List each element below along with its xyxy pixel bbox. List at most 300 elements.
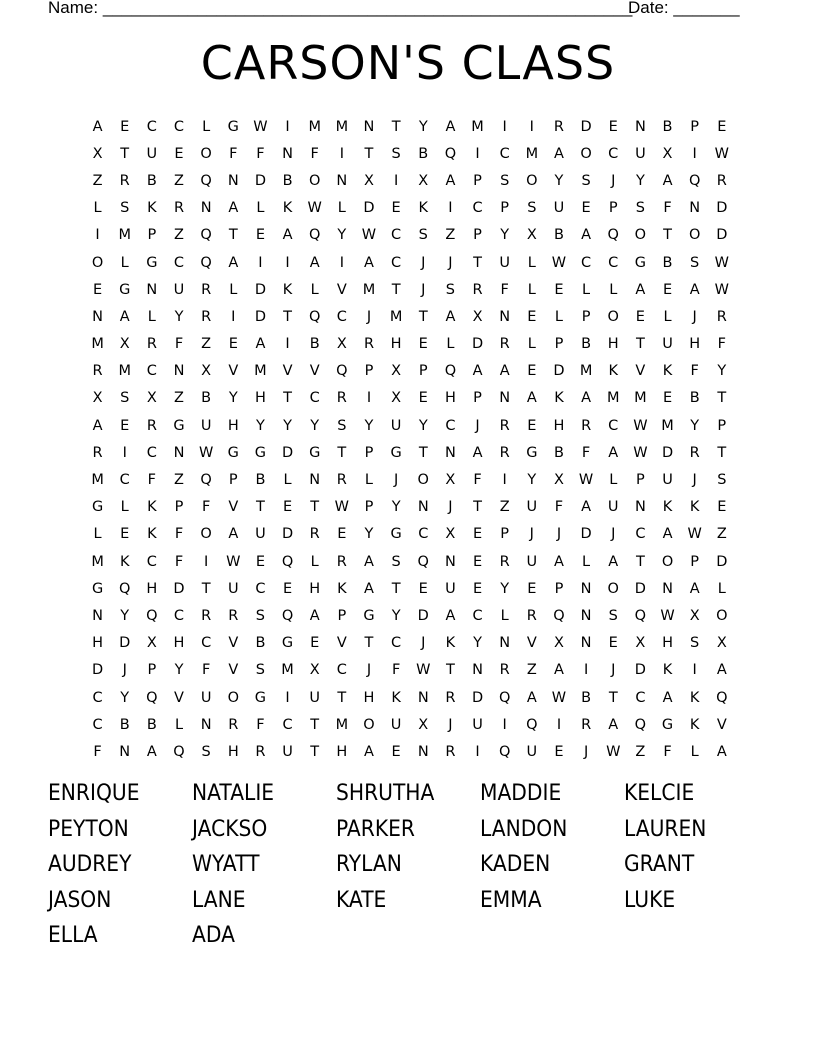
grid-letter: K [282,200,293,217]
grid-letter: X [418,172,429,189]
grid-row [84,548,735,575]
grid-letter: R [146,336,157,353]
grid-letter: C [92,716,103,733]
grid-letter: L [147,308,156,325]
grid-letter: T [663,227,672,244]
grid-letter: U [499,254,510,271]
grid-letter: A [581,390,592,407]
grid-letter: A [309,607,320,624]
grid-letter: I [475,743,480,760]
grid-letter: R [581,716,592,733]
grid-row [84,711,735,738]
grid-letter: L [527,281,536,298]
grid-letter: E [255,553,265,570]
grid-letter: T [418,444,428,461]
grid-letter: Y [690,417,700,434]
word-list-item: RYLAN [336,852,402,877]
grid-letter: F [256,716,265,733]
grid-letter: Q [119,580,131,597]
grid-letter: U [173,281,185,298]
grid-letter: O [91,254,104,271]
grid-letter: K [147,200,157,217]
grid-letter: D [580,118,592,135]
grid-letter: X [472,308,483,325]
grid-letter: E [635,308,645,325]
grid-letter: L [554,308,563,325]
grid-letter: L [582,281,591,298]
grid-letter: W [198,444,214,461]
grid-row [84,521,735,548]
grid-letter: T [283,308,292,325]
grid-letter: R [499,417,510,434]
grid-letter: D [254,172,266,189]
grid-letter: P [717,417,727,434]
grid-letter: C [336,308,347,325]
grid-letter: J [583,743,589,760]
grid-letter: Q [200,172,212,189]
grid-letter: Z [201,336,212,353]
grid-letter: S [608,607,618,624]
grid-letter: T [120,145,130,162]
grid-letter: A [228,254,239,271]
grid-letter: R [445,743,456,760]
grid-letter: M [335,716,349,733]
grid-letter: A [364,743,374,760]
grid-letter: X [92,390,103,407]
grid-letter: O [200,526,212,543]
grid-row [84,684,735,711]
grid-letter: R [336,390,347,407]
grid-letter: A [689,281,700,298]
grid-letter: U [607,499,619,516]
grid-letter: R [173,200,185,217]
word-list-item: JACKSO [192,816,268,842]
grid-letter: W [633,417,648,434]
grid-letter: U [662,472,673,489]
grid-letter: E [418,580,428,597]
grid-letter: W [714,145,729,162]
grid-letter: U [526,553,538,570]
grid-letter: E [228,336,238,353]
grid-letter: J [393,472,399,489]
grid-letter: R [309,526,320,543]
grid-row [84,222,735,249]
grid-letter: R [716,308,727,325]
grid-letter: E [662,390,673,407]
grid-letter: T [364,635,374,652]
grid-row [84,494,735,521]
grid-letter: I [122,444,127,461]
grid-letter: T [255,499,265,516]
grid-letter: Q [498,689,511,706]
grid-letter: G [526,444,538,461]
grid-letter: R [689,444,700,461]
grid-letter: O [308,172,321,189]
grid-letter: A [608,444,619,461]
page-title: CARSON'S CLASS [200,36,616,90]
grid-letter: M [335,118,349,135]
grid-letter: T [717,444,727,461]
grid-letter: G [634,254,646,271]
grid-letter: J [611,172,616,189]
grid-letter: B [553,227,564,244]
grid-letter: Y [500,580,510,597]
grid-letter: Y [364,526,374,543]
grid-letter: S [581,172,591,189]
grid-letter: S [391,553,401,570]
grid-letter: C [92,689,103,706]
grid-letter: M [661,417,674,434]
grid-letter: V [228,635,239,652]
grid-letter: I [502,716,507,733]
grid-letter: K [689,499,700,516]
grid-letter: X [146,635,157,652]
grid-letter: L [582,553,591,570]
grid-letter: G [309,444,321,461]
grid-letter: T [635,336,645,353]
grid-letter: L [283,472,292,489]
grid-letter: E [391,200,401,217]
grid-letter: N [499,390,511,407]
word-list-item: MADDIE [480,781,562,806]
grid-letter: A [662,689,673,706]
grid-letter: E [527,308,537,325]
grid-letter: Q [716,689,728,706]
grid-letter: A [364,553,374,570]
grid-row [84,249,735,276]
grid-letter: U [282,743,293,760]
grid-letter: Q [688,172,701,189]
grid-letter: B [662,254,673,271]
grid-letter: G [254,444,267,461]
grid-letter: R [472,281,483,298]
grid-letter: Q [444,363,457,380]
grid-letter: C [581,254,592,271]
grid-letter: R [581,417,592,434]
grid-row [84,630,735,657]
grid-letter: E [527,580,537,597]
grid-letter: Y [174,308,184,325]
grid-letter: G [227,444,239,461]
name-blank: ________________________________________________________ [102,0,633,17]
grid-letter: D [580,526,592,543]
grid-letter: K [337,580,347,597]
grid-letter: S [690,635,700,652]
grid-letter: J [421,281,426,298]
grid-letter: U [200,417,212,434]
grid-letter: F [201,662,211,679]
grid-letter: D [553,363,565,380]
word-list-item: GRANT [624,852,695,877]
grid-letter: D [634,580,646,597]
grid-letter: U [662,336,673,353]
grid-letter: H [363,689,375,706]
grid-letter: Y [554,172,564,189]
grid-letter: T [391,580,401,597]
grid-letter: R [92,444,103,461]
grid-letter: U [227,580,239,597]
grid-letter: O [607,580,619,597]
grid-letter: S [201,743,211,760]
grid-letter: X [364,172,374,189]
grid-letter: N [472,662,483,679]
grid-letter: A [119,308,130,325]
grid-letter: Y [174,662,184,679]
grid-letter: N [634,118,646,135]
date-blank: _______ [673,0,740,17]
grid-letter: D [254,308,266,325]
grid-letter: N [146,281,158,298]
grid-row [84,195,735,222]
grid-letter: Q [200,254,212,271]
grid-letter: J [448,716,453,733]
grid-letter: U [635,145,646,162]
grid-letter: B [662,118,673,135]
grid-letter: N [634,499,646,516]
grid-letter: E [174,145,184,162]
word-list-item: ELLA [48,923,98,948]
grid-letter: T [608,689,618,706]
grid-letter: G [390,526,402,543]
grid-letter: M [606,390,620,407]
grid-letter: J [475,417,480,434]
grid-letter: R [201,281,212,298]
word-list-item: NATALIE [192,781,275,806]
grid-letter: F [147,472,157,489]
grid-letter: F [174,553,184,570]
grid-letter: Z [92,172,103,189]
grid-letter: L [174,716,184,733]
grid-letter: D [471,336,484,353]
grid-letter: F [717,336,726,353]
grid-letter: P [228,472,238,489]
grid-letter: H [92,635,104,652]
grid-letter: Q [200,227,212,244]
grid-letter: D [254,281,266,298]
grid-letter: H [254,390,266,407]
grid-letter: S [391,145,401,162]
grid-letter: P [147,662,157,679]
grid-letter: K [445,635,456,652]
grid-letter: C [201,635,212,652]
grid-letter: A [608,553,619,570]
grid-letter: C [146,118,157,135]
grid-letter: T [717,390,727,407]
grid-letter: A [526,689,537,706]
grid-letter: P [418,363,428,380]
grid-letter: J [366,662,372,679]
grid-letter: Y [364,417,374,434]
grid-letter: M [118,227,131,244]
grid-letter: X [662,145,673,162]
grid-letter: U [526,499,538,516]
grid-letter: F [500,281,509,298]
grid-letter: R [336,553,347,570]
grid-letter: Q [146,689,158,706]
grid-letter: B [309,336,320,353]
grid-letter: E [662,281,673,298]
grid-letter: I [258,254,263,271]
grid-letter: E [608,635,618,652]
grid-letter: B [418,145,429,162]
grid-letter: X [119,336,130,353]
grid-letter: H [444,390,456,407]
grid-letter: K [391,689,401,706]
grid-letter: K [147,499,157,516]
grid-row [84,439,735,466]
grid-letter: A [472,363,483,380]
grid-letter: L [93,200,102,217]
grid-letter: K [689,689,700,706]
grid-letter: I [475,145,480,162]
word-list-item: KATE [336,887,387,913]
grid-letter: N [282,145,293,162]
grid-letter: E [472,580,483,597]
grid-letter: P [554,336,564,353]
grid-letter: S [527,200,537,217]
grid-letter: E [92,281,103,298]
grid-letter: P [364,444,374,461]
grid-letter: W [361,227,377,244]
grid-letter: L [609,472,618,489]
word-list-item: PARKER [336,816,415,842]
grid-letter: T [228,227,238,244]
grid-letter: E [472,553,483,570]
word-list-item: JASON [48,887,112,913]
date-label: Date: [628,0,669,17]
grid-letter: I [203,553,209,570]
grid-letter: C [635,689,646,706]
grid-letter: Q [200,472,212,489]
grid-letter: N [580,580,592,597]
grid-letter: T [473,254,482,271]
grid-letter: R [119,172,130,189]
grid-letter: I [393,172,399,189]
grid-letter: P [690,553,700,570]
grid-letter: R [553,118,564,135]
grid-letter: M [118,363,131,380]
grid-letter: N [417,689,429,706]
grid-letter: F [581,444,591,461]
grid-letter: H [390,336,402,353]
grid-letter: N [499,635,511,652]
word-list-item: SHRUTHA [336,781,435,806]
grid-letter: C [499,145,510,162]
grid-letter: P [554,580,564,597]
grid-letter: C [608,417,619,434]
grid-letter: Q [526,716,538,733]
grid-letter: K [608,363,618,380]
grid-letter: A [716,662,727,679]
grid-letter: A [554,553,564,570]
grid-letter: J [421,635,426,652]
grid-row [84,140,735,167]
grid-letter: R [716,172,727,189]
grid-letter: T [418,308,428,325]
grid-letter: A [255,336,266,353]
grid-row [84,303,735,330]
grid-letter: K [147,526,157,543]
grid-letter: G [91,499,104,516]
grid-letter: X [336,336,347,353]
grid-letter: I [448,200,453,217]
grid-letter: P [147,227,157,244]
grid-letter: C [608,145,619,162]
grid-letter: M [471,118,484,135]
grid-letter: C [173,254,185,271]
grid-letter: N [444,553,456,570]
grid-letter: A [554,662,564,679]
grid-letter: H [607,336,619,353]
grid-letter: U [146,145,158,162]
grid-letter: C [445,417,456,434]
grid-letter: B [553,444,564,461]
word-list-item: WYATT [192,852,260,877]
grid-letter: O [363,716,375,733]
grid-letter: L [310,553,319,570]
grid-letter: F [391,662,401,679]
grid-row [84,113,735,140]
grid-letter: O [607,308,619,325]
grid-letter: K [662,499,673,516]
grid-letter: Y [391,607,401,624]
grid-letter: W [416,662,431,679]
grid-letter: L [310,281,319,298]
grid-letter: W [551,689,567,706]
grid-letter: N [499,308,511,325]
grid-letter: M [91,472,104,489]
grid-letter: P [636,472,645,489]
grid-letter: W [551,254,567,271]
grid-letter: C [173,118,185,135]
grid-letter: Y [283,417,292,434]
grid-letter: C [391,254,402,271]
grid-letter: I [692,145,697,162]
grid-letter: W [226,553,241,570]
grid-letter: Y [337,227,347,244]
grid-letter: J [421,254,426,271]
grid-letter: F [229,145,238,162]
grid-letter: X [146,390,157,407]
grid-letter: U [390,417,402,434]
grid-letter: K [282,281,293,298]
grid-letter: T [310,499,320,516]
grid-letter: D [281,444,294,461]
grid-letter: R [255,743,266,760]
grid-letter: B [119,716,130,733]
grid-letter: D [716,227,728,244]
grid-letter: P [473,227,482,244]
grid-letter: W [660,607,675,624]
grid-letter: C [391,635,402,652]
word-list-item: LANDON [480,816,568,842]
grid-letter: E [255,227,265,244]
grid-letter: I [529,118,534,135]
grid-letter: H [173,635,185,652]
grid-letter: F [256,145,265,162]
grid-letter: X [689,607,700,624]
grid-letter: A [716,743,727,760]
grid-letter: Y [391,499,401,516]
grid-letter: A [228,526,239,543]
grid-letter: N [200,200,212,217]
grid-letter: G [281,635,294,652]
word-list-item: ENRIQUE [48,781,140,806]
grid-letter: U [255,526,266,543]
grid-letter: Y [255,417,265,434]
grid-letter: T [310,716,320,733]
grid-letter: C [472,607,483,624]
